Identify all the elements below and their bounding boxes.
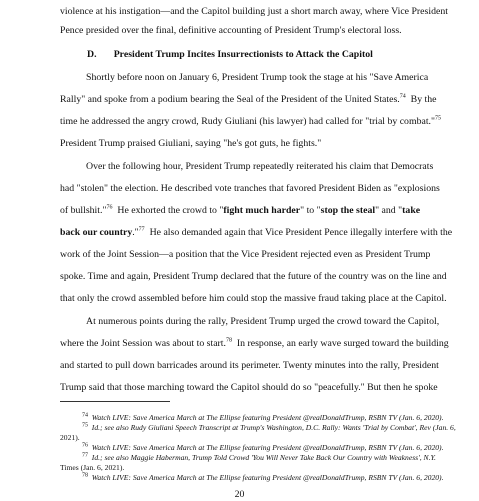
footnote-76: $^{76}$ Watch LIVE: Save America March at The Ellipse featuring President @realDonaldTrump, RSBN TV (Jan. 6, 2020). [82, 442, 444, 452]
footnote-separator [60, 401, 170, 402]
section-letter: D. [87, 49, 97, 60]
footnote-ref[interactable]: 75 [435, 115, 441, 122]
footnote-ref[interactable]: 77 [138, 226, 145, 233]
body-line: At numerous points during the rally, President Trump urged the crowd toward the Capitol, [86, 316, 440, 327]
footnote-ref[interactable]: 76 [106, 204, 113, 211]
emphasis: fight much harder [223, 205, 301, 216]
body-line: work of the Joint Session—a position that the Vice President rejected even as President Trump [60, 249, 431, 260]
body-line: Trump said that those marching toward the Capitol should do so "peacefully." But then he spoke [60, 382, 438, 393]
emphasis: take [402, 205, 421, 216]
body-line: spoke. Time and again, President Trump declared that the future of the country was on the line and [60, 271, 447, 282]
emphasis: back our country [60, 227, 133, 238]
body-line: where the Joint Session was about to start.$^{78}$ In response, an early wave surged toward the building [60, 337, 449, 349]
body-line: Shortly before noon on January 6, President Trump took the stage at his "Save America [86, 72, 429, 83]
footnote-78: $^{78}$ Watch LIVE: Save America March at The Ellipse featuring President @realDonaldTrump, RSBN TV (Jan. 6, 2020). [82, 472, 444, 482]
section-title: President Trump Incites Insurrectionists to Attack the Capitol [113, 49, 373, 60]
body-line: Rally" and spoke from a podium bearing the Seal of the President of the United States.$^{74}$ By the [60, 93, 437, 105]
footnote-74: $^{74}$ Watch LIVE: Save America March at The Ellipse featuring President @realDonaldTrump, RSBN TV (Jan. 6, 2020). [82, 412, 444, 422]
body-line: time he addressed the angry crowd, Rudy Giuliani (his lawyer) had called for "trial by combat."$^{75}$ [60, 115, 441, 127]
body-line: violence at his instigation—and the Capitol building just a short march away, where Vice President [60, 6, 448, 17]
body-line: President Trump praised Giuliani, saying "he's got guts, he fights." [60, 138, 322, 149]
footnote-77: $^{77}$ Id.; see also Maggie Haberman, Trump Told Crowd 'You Will Never Take Back Our Country with Weakness', N.Y. [82, 452, 436, 462]
page-number: 20 [234, 489, 245, 500]
footnote-75-cont: 2021). [60, 433, 80, 442]
body-line: of bullshit."$^{76}$ He exhorted the crowd to "fight much harder" to "stop the steal" and "take [60, 204, 421, 216]
body-line: back our country."$^{77}$ He also demanded again that Vice President Pence illegally interfere with the [60, 226, 453, 238]
section-heading [87, 49, 373, 61]
body-line: Over the following hour, President Trump repeatedly reiterated his claim that Democrats [86, 161, 434, 172]
footnote-ref[interactable]: 74 [399, 93, 406, 100]
footnote-ref[interactable]: 78 [225, 337, 232, 344]
body-line: that only the crowd assembled before him could stop the massive fraud taking place at the Capitol. [60, 293, 447, 304]
body-line: had "stolen" the election. He described vote tranches that favored President Biden as "explosions [60, 183, 440, 194]
body-line: Pence presided over the final, definitive accounting of President Trump's electoral loss. [60, 25, 402, 36]
body-line: and started to pull down barricades around its perimeter. Twenty minutes into the rally, President [60, 360, 439, 371]
footnote-77-cont: Times (Jan. 6, 2021). [60, 463, 125, 472]
footnote-75: $^{75}$ Id.; see also Rudy Giuliani Speech Transcript at Trump's Washington, D.C. Rally: Wants 'Trial by Combat', Rev (Jan. 6, [82, 422, 456, 432]
emphasis: stop the steal [320, 205, 376, 216]
